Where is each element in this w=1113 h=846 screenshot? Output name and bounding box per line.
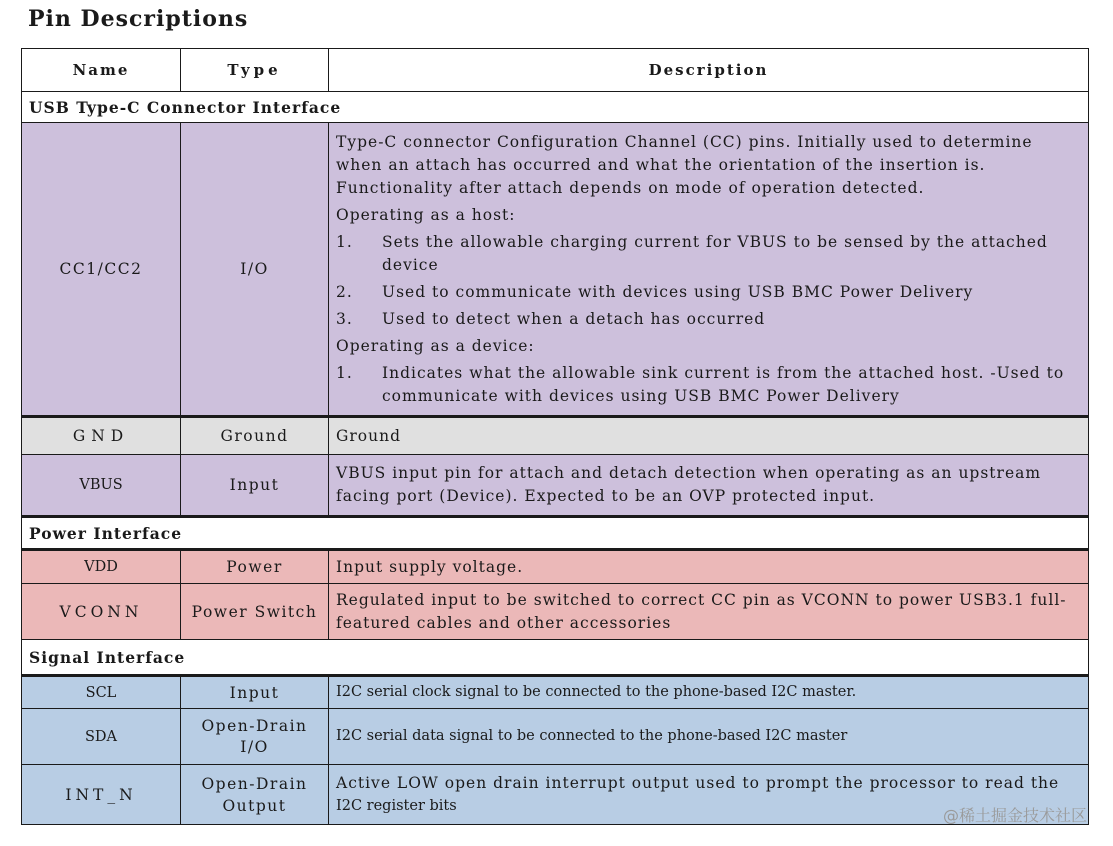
pin-name-sda: SDA [22, 709, 181, 765]
section-signal-label: Signal Interface [22, 640, 1089, 676]
pin-type-cc: I/O [181, 123, 329, 417]
pin-name-int-n: INT_N [22, 765, 181, 825]
pin-row-scl [22, 676, 1089, 709]
list-number: 1. [336, 232, 353, 251]
cc-intro: Type-C connector Configuration Channel (CC) pins. Initially used to determine when an attach has occurred and what the orientation of the insertion is. Functionality after attach depends on mode of operation detected. [336, 132, 1033, 197]
pin-type-gnd: Ground [181, 417, 329, 455]
pin-type-vbus: Input [181, 455, 329, 517]
header-type: Type [181, 49, 329, 92]
list-number: 2. [336, 282, 353, 301]
pin-desc-sda: I2C serial data signal to be connected to the phone-based I2C master [329, 709, 1089, 765]
list-number: 1. [336, 363, 353, 382]
pin-type-int-n [181, 765, 329, 825]
pin-desc-gnd: Ground [329, 417, 1089, 455]
pin-row-cc [22, 123, 1089, 417]
list-item [336, 362, 1080, 408]
pin-name-vbus: VBUS [22, 455, 181, 517]
table-header-row [22, 49, 1089, 92]
list-text: Indicates what the allowable sink current is from the attached host. -Used to communicate with devices using USB BMC Power Delivery [382, 363, 1065, 405]
cc-host-heading: Operating as a host: [336, 205, 516, 224]
pin-row-int-n [22, 765, 1089, 825]
list-item [336, 281, 1080, 304]
pin-type-int-n-line2: Output [222, 796, 287, 815]
header-name: Name [22, 49, 181, 92]
page-title: Pin Descriptions [28, 6, 249, 32]
pin-type-int-n-line1: Open-Drain [201, 774, 308, 793]
pin-name-vdd: VDD [22, 550, 181, 584]
list-number: 3. [336, 309, 353, 328]
list-text: Used to communicate with devices using USB BMC Power Delivery [382, 282, 974, 301]
watermark: @稀土掘金技术社区 [942, 806, 1087, 825]
list-text: Used to detect when a detach has occurred [382, 309, 766, 328]
section-power-label: Power Interface [22, 517, 1089, 550]
pin-name-scl: SCL [22, 676, 181, 709]
pin-name-vconn: VCONN [22, 584, 181, 640]
pin-desc-vconn: Regulated input to be switched to correct CC pin as VCONN to power USB3.1 full-featured cables and other accessories [329, 584, 1089, 640]
pin-type-scl: Input [181, 676, 329, 709]
pin-row-vconn [22, 584, 1089, 640]
pin-desc-int-n-part2: I2C register bits [336, 797, 457, 814]
list-text: Sets the allowable charging current for VBUS to be sensed by the attached device [382, 232, 1048, 274]
pin-type-sda [181, 709, 329, 765]
pin-type-sda-line2: I/O [240, 737, 269, 756]
list-item [336, 308, 1080, 331]
cc-device-heading: Operating as a device: [336, 336, 535, 355]
pin-desc-scl: I2C serial clock signal to be connected to the phone-based I2C master. [329, 676, 1089, 709]
pin-row-vbus [22, 455, 1089, 517]
pin-type-vconn: Power Switch [181, 584, 329, 640]
pin-type-vdd: Power [181, 550, 329, 584]
section-signal-row [22, 640, 1089, 676]
pin-row-vdd [22, 550, 1089, 584]
pin-name-gnd: GND [22, 417, 181, 455]
pin-desc-vbus: VBUS input pin for attach and detach detection when operating as an upstream facing port (Device). Expected to be an OVP protected input. [329, 455, 1089, 517]
pin-row-gnd [22, 417, 1089, 455]
list-item [336, 231, 1080, 277]
pin-desc-int-n-part1: Active LOW open drain interrupt output used to prompt the processor to read the [336, 773, 1060, 792]
section-usb-row [22, 92, 1089, 123]
pin-desc-vdd: Input supply voltage. [329, 550, 1089, 584]
header-description: Description [329, 49, 1089, 92]
section-usb-label: USB Type-C Connector Interface [22, 92, 1089, 123]
pin-desc-cc [329, 123, 1089, 417]
section-power-row [22, 517, 1089, 550]
pin-row-sda [22, 709, 1089, 765]
pin-name-cc: CC1/CC2 [22, 123, 181, 417]
pin-table [21, 48, 1089, 825]
pin-type-sda-line1: Open-Drain [201, 716, 308, 735]
